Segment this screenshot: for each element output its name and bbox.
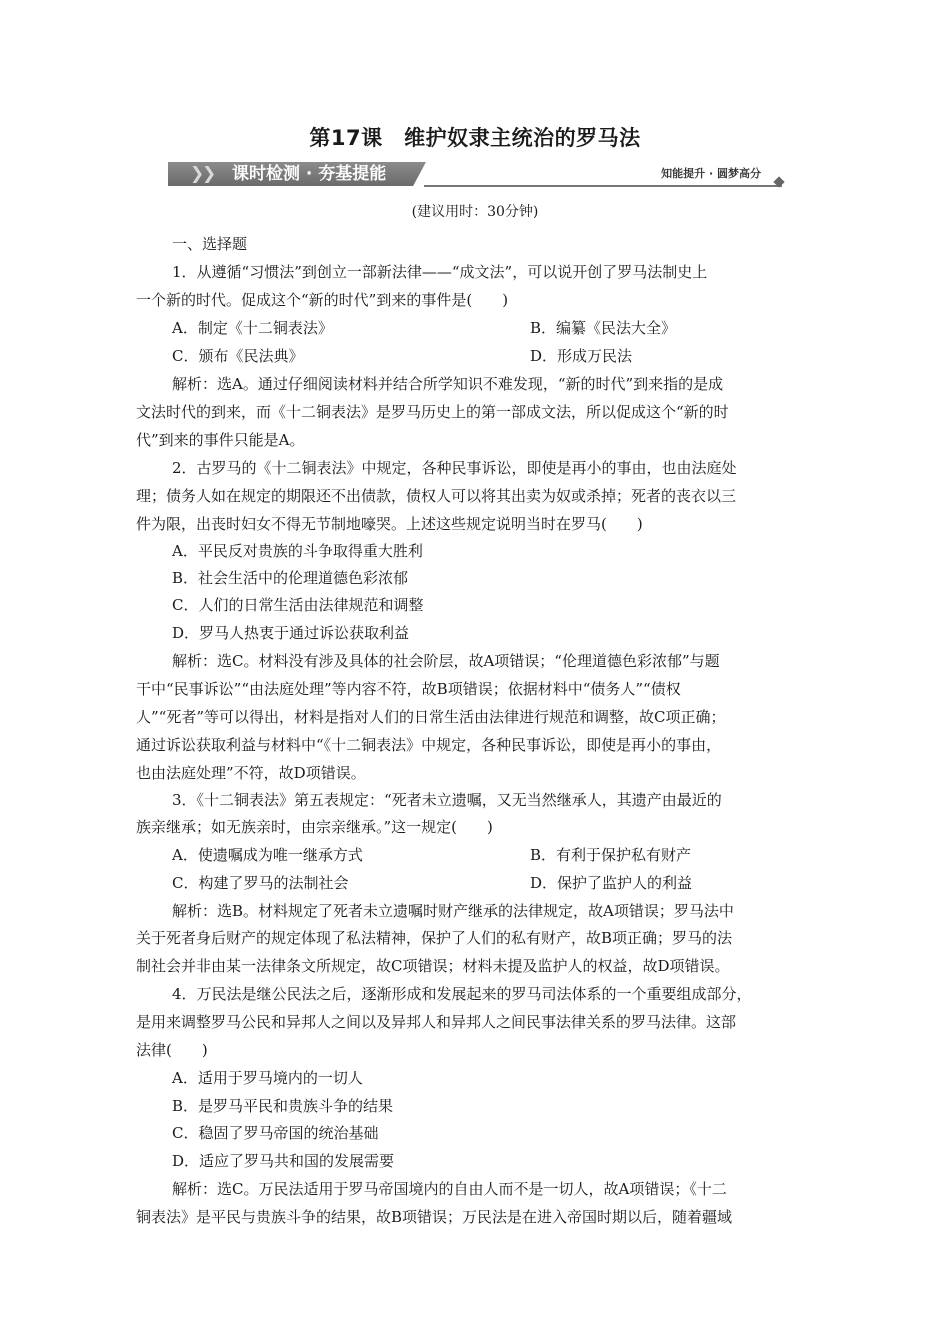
suggested-time: (建议用时：30分钟) <box>411 204 539 220</box>
option-text: B．编纂《民法大全》 <box>530 319 677 337</box>
text-line: 族亲继承；如无族亲时，由宗亲继承。”这一规定( ) <box>136 818 493 836</box>
text-line: 2．古罗马的《十二铜表法》中规定，各种民事诉讼，即使是再小的事由，也由法庭处 <box>172 459 737 477</box>
text-line: 干中“民事诉讼”“由法庭处理”等内容不符，故B项错误；依据材料中“债务人”“债权 <box>136 680 681 698</box>
text-line: A．制定《十二铜表法》 <box>172 319 333 337</box>
banner-slogan: 知能提升 · 圆梦高分 <box>661 167 761 180</box>
text-line: 一个新的时代。促成这个“新的时代”到来的事件是( ) <box>136 291 509 309</box>
text-line: 铜表法》是平民与贵族斗争的结果，故B项错误；万民法是在进入帝国时期以后，随着疆域 <box>136 1208 733 1226</box>
text-line: 解析：选C。万民法适用于罗马帝国境内的自由人而不是一切人，故A项错误；《十二 <box>172 1180 727 1198</box>
banner-rule <box>424 185 782 187</box>
text-line: C．颁布《民法典》 <box>172 347 304 365</box>
text-line: 一、选择题 <box>172 235 248 253</box>
chevron-right-icon: ❯ <box>190 164 205 184</box>
option-text: B．有利于保护私有财产 <box>530 846 692 864</box>
text-line: 1．从遵循“习惯法”到创立一部新法律——“成文法”，可以说开创了罗马法制史上 <box>172 263 708 281</box>
text-line: D．适应了罗马共和国的发展需要 <box>172 1152 395 1170</box>
banner-label: 课时检测 · 夯基提能 <box>232 164 387 184</box>
text-line: C．人们的日常生活由法律规范和调整 <box>172 596 424 614</box>
text-line: 文法时代的到来，而《十二铜表法》是罗马历史上的第一部成文法，所以促成这个“新的时 <box>136 403 729 421</box>
text-line: 人”“死者”等可以得出，材料是指对人们的日常生活由法律进行规范和调整，故C项正确； <box>136 708 726 726</box>
text-line: 解析：选A。通过仔细阅读材料并结合所学知识不难发现，“新的时代”到来指的是成 <box>172 375 724 393</box>
text-line: C．构建了罗马的法制社会 <box>172 874 349 892</box>
chevron-right-icon: ❯ <box>202 164 217 184</box>
text-line: A．使遗嘱成为唯一继承方式 <box>172 846 363 864</box>
text-line: B．社会生活中的伦理道德色彩浓郁 <box>172 569 409 587</box>
text-line: 解析：选C。材料没有涉及具体的社会阶层，故A项错误；“伦理道德色彩浓郁”与题 <box>172 652 720 670</box>
option-text: D．形成万民法 <box>530 347 633 365</box>
text-line: A．平民反对贵族的斗争取得重大胜利 <box>172 542 423 560</box>
text-line: 法律( ) <box>136 1041 208 1059</box>
text-line: 关于死者身后财产的规定体现了私法精神，保护了人们的私有财产，故B项正确；罗马的法 <box>136 929 733 947</box>
section-banner <box>168 160 783 188</box>
option-text: D．保护了监护人的利益 <box>530 874 693 892</box>
text-line: C．稳固了罗马帝国的统治基础 <box>172 1124 379 1142</box>
page-title: 第17课 维护奴隶主统治的罗马法 <box>309 126 641 150</box>
text-line: B．是罗马平民和贵族斗争的结果 <box>172 1097 394 1115</box>
text-line: 4．万民法是继公民法之后，逐渐形成和发展起来的罗马司法体系的一个重要组成部分， <box>172 985 752 1003</box>
text-line: 代”到来的事件只能是A。 <box>136 431 305 449</box>
text-line: 通过诉讼获取利益与材料中“《十二铜表法》中规定，各种民事诉讼，即使是再小的事由， <box>136 736 722 754</box>
text-line: 理；债务人如在规定的期限还不出债款，债权人可以将其出卖为奴或杀掉；死者的丧衣以三 <box>136 487 737 505</box>
text-line: A．适用于罗马境内的一切人 <box>172 1069 363 1087</box>
text-line: 解析：选B。材料规定了死者未立遗嘱时财产继承的法律规定，故A项错误；罗马法中 <box>172 902 734 920</box>
text-line: 制社会并非由某一法律条文所规定，故C项错误；材料未提及监护人的权益，故D项错误。 <box>136 957 730 975</box>
text-line: 3．《十二铜表法》第五表规定：“死者未立遗嘱，又无当然继承人，其遗产由最近的 <box>172 791 722 809</box>
text-line: 是用来调整罗马公民和异邦人之间以及异邦人和异邦人之间民事法律关系的罗马法律。这部 <box>136 1013 737 1031</box>
text-line: D．罗马人热衷于通过诉讼获取利益 <box>172 624 410 642</box>
text-line: 件为限，出丧时妇女不得无节制地嚎哭。上述这些规定说明当时在罗马( ) <box>136 515 643 533</box>
text-line: 也由法庭处理”不符，故D项错误。 <box>136 764 366 782</box>
